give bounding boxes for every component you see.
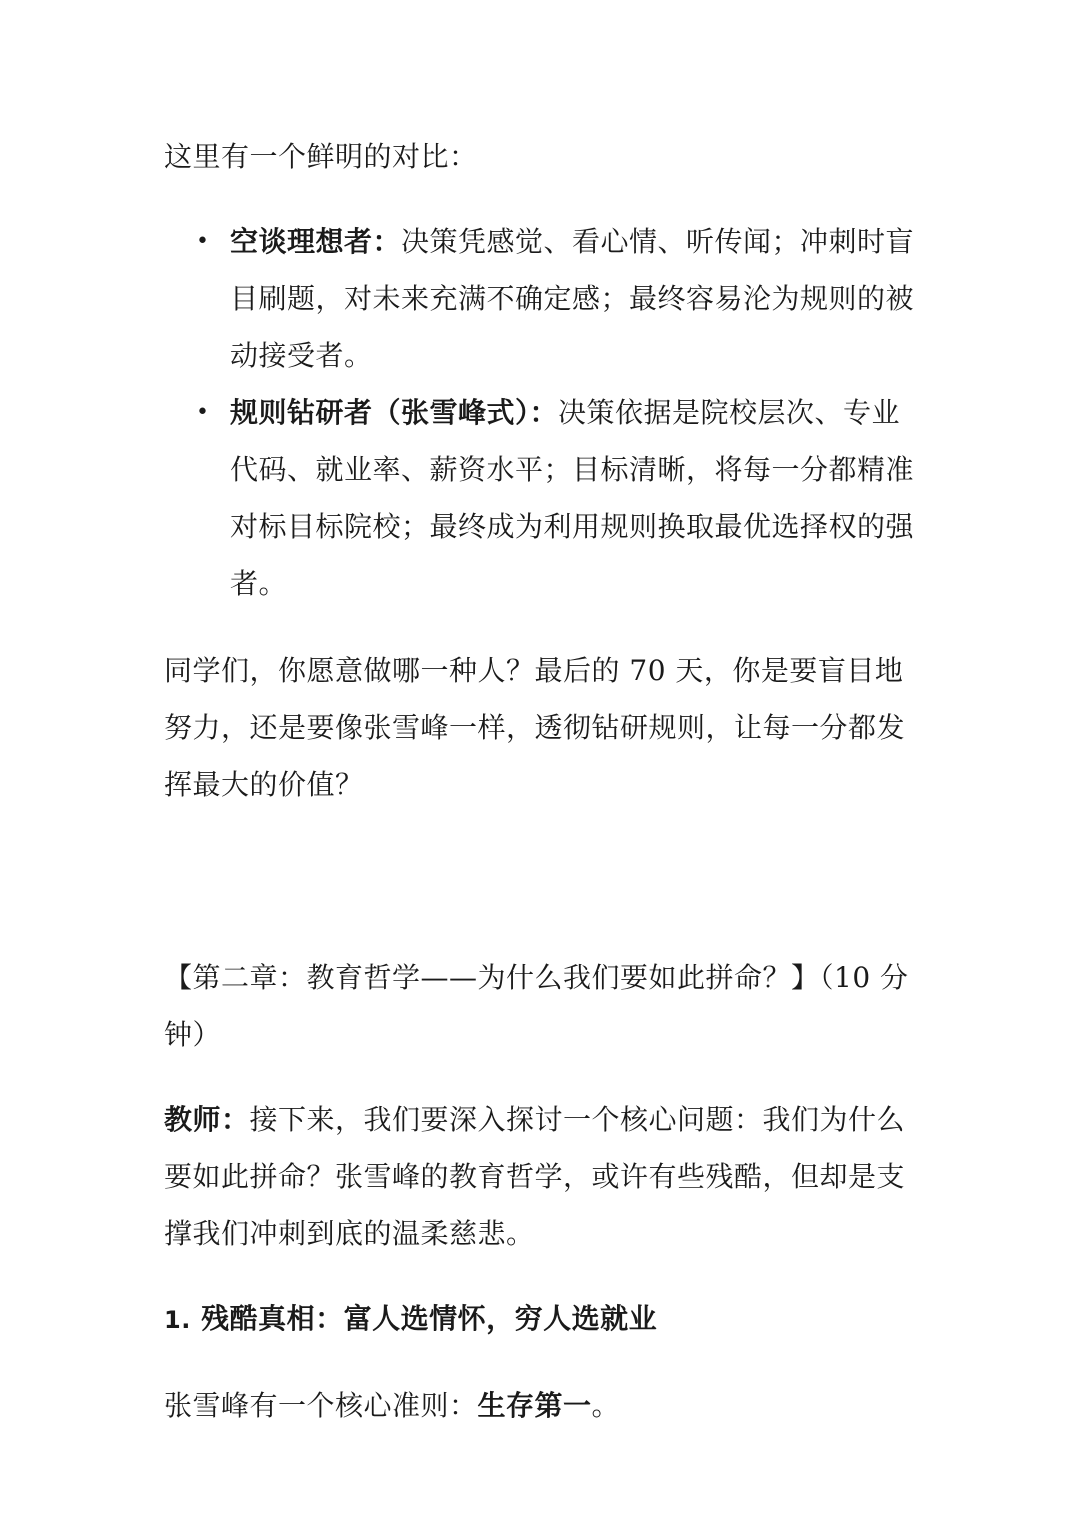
- question-paragraph: 同学们，你愿意做哪一种人？最后的 70 天，你是要盲目地努力，还是要像张雪峰一样，透彻钻研规则，让每一分都发挥最大的价值？: [164, 654, 906, 801]
- list-item: [164, 213, 920, 384]
- document-body: [164, 128, 920, 1434]
- section-number: 1.: [164, 1306, 191, 1334]
- section-heading: [164, 1290, 920, 1349]
- teacher-text: 接下来，我们要深入探讨一个核心问题：我们为什么要如此拼命？张雪峰的教育哲学，或许有些残酷，但却是支撑我们冲刺到底的温柔慈悲。: [164, 1103, 906, 1250]
- contrast-list: [164, 213, 920, 612]
- chapter-heading: [164, 949, 920, 1063]
- list-item-term: 空谈理想者：: [230, 225, 402, 258]
- chapter-duration: （10 分钟）: [164, 961, 909, 1051]
- list-item-term: 规则钻研者（张雪峰式）：: [230, 396, 559, 429]
- teacher-label: 教师：: [164, 1103, 250, 1136]
- bullet-icon: •: [196, 229, 210, 254]
- core-prefix: 张雪峰有一个核心准则：: [164, 1389, 478, 1422]
- section-title: 残酷真相：富人选情怀，穷人选就业: [201, 1302, 658, 1335]
- list-item: [164, 384, 920, 612]
- core-principle-paragraph: [164, 1377, 920, 1434]
- core-suffix: 。: [591, 1389, 621, 1422]
- list-item-text: 决策凭感觉、看心情、听传闻；冲刺时盲目刷题，对未来充满不确定感；最终容易沦为规则的被动接受者。: [230, 225, 915, 372]
- intro-paragraph: 这里有一个鲜明的对比：: [164, 140, 478, 173]
- teacher-paragraph: [164, 1091, 920, 1262]
- list-item-text: 决策依据是院校层次、专业代码、就业率、薪资水平；目标清晰，将每一分都精准对标目标院校；最终成为利用规则换取最优选择权的强者。: [230, 396, 915, 600]
- core-emphasis: 生存第一: [477, 1389, 592, 1422]
- bullet-icon: •: [196, 400, 210, 425]
- chapter-title: 【第二章：教育哲学——为什么我们要如此拼命？】: [164, 961, 820, 994]
